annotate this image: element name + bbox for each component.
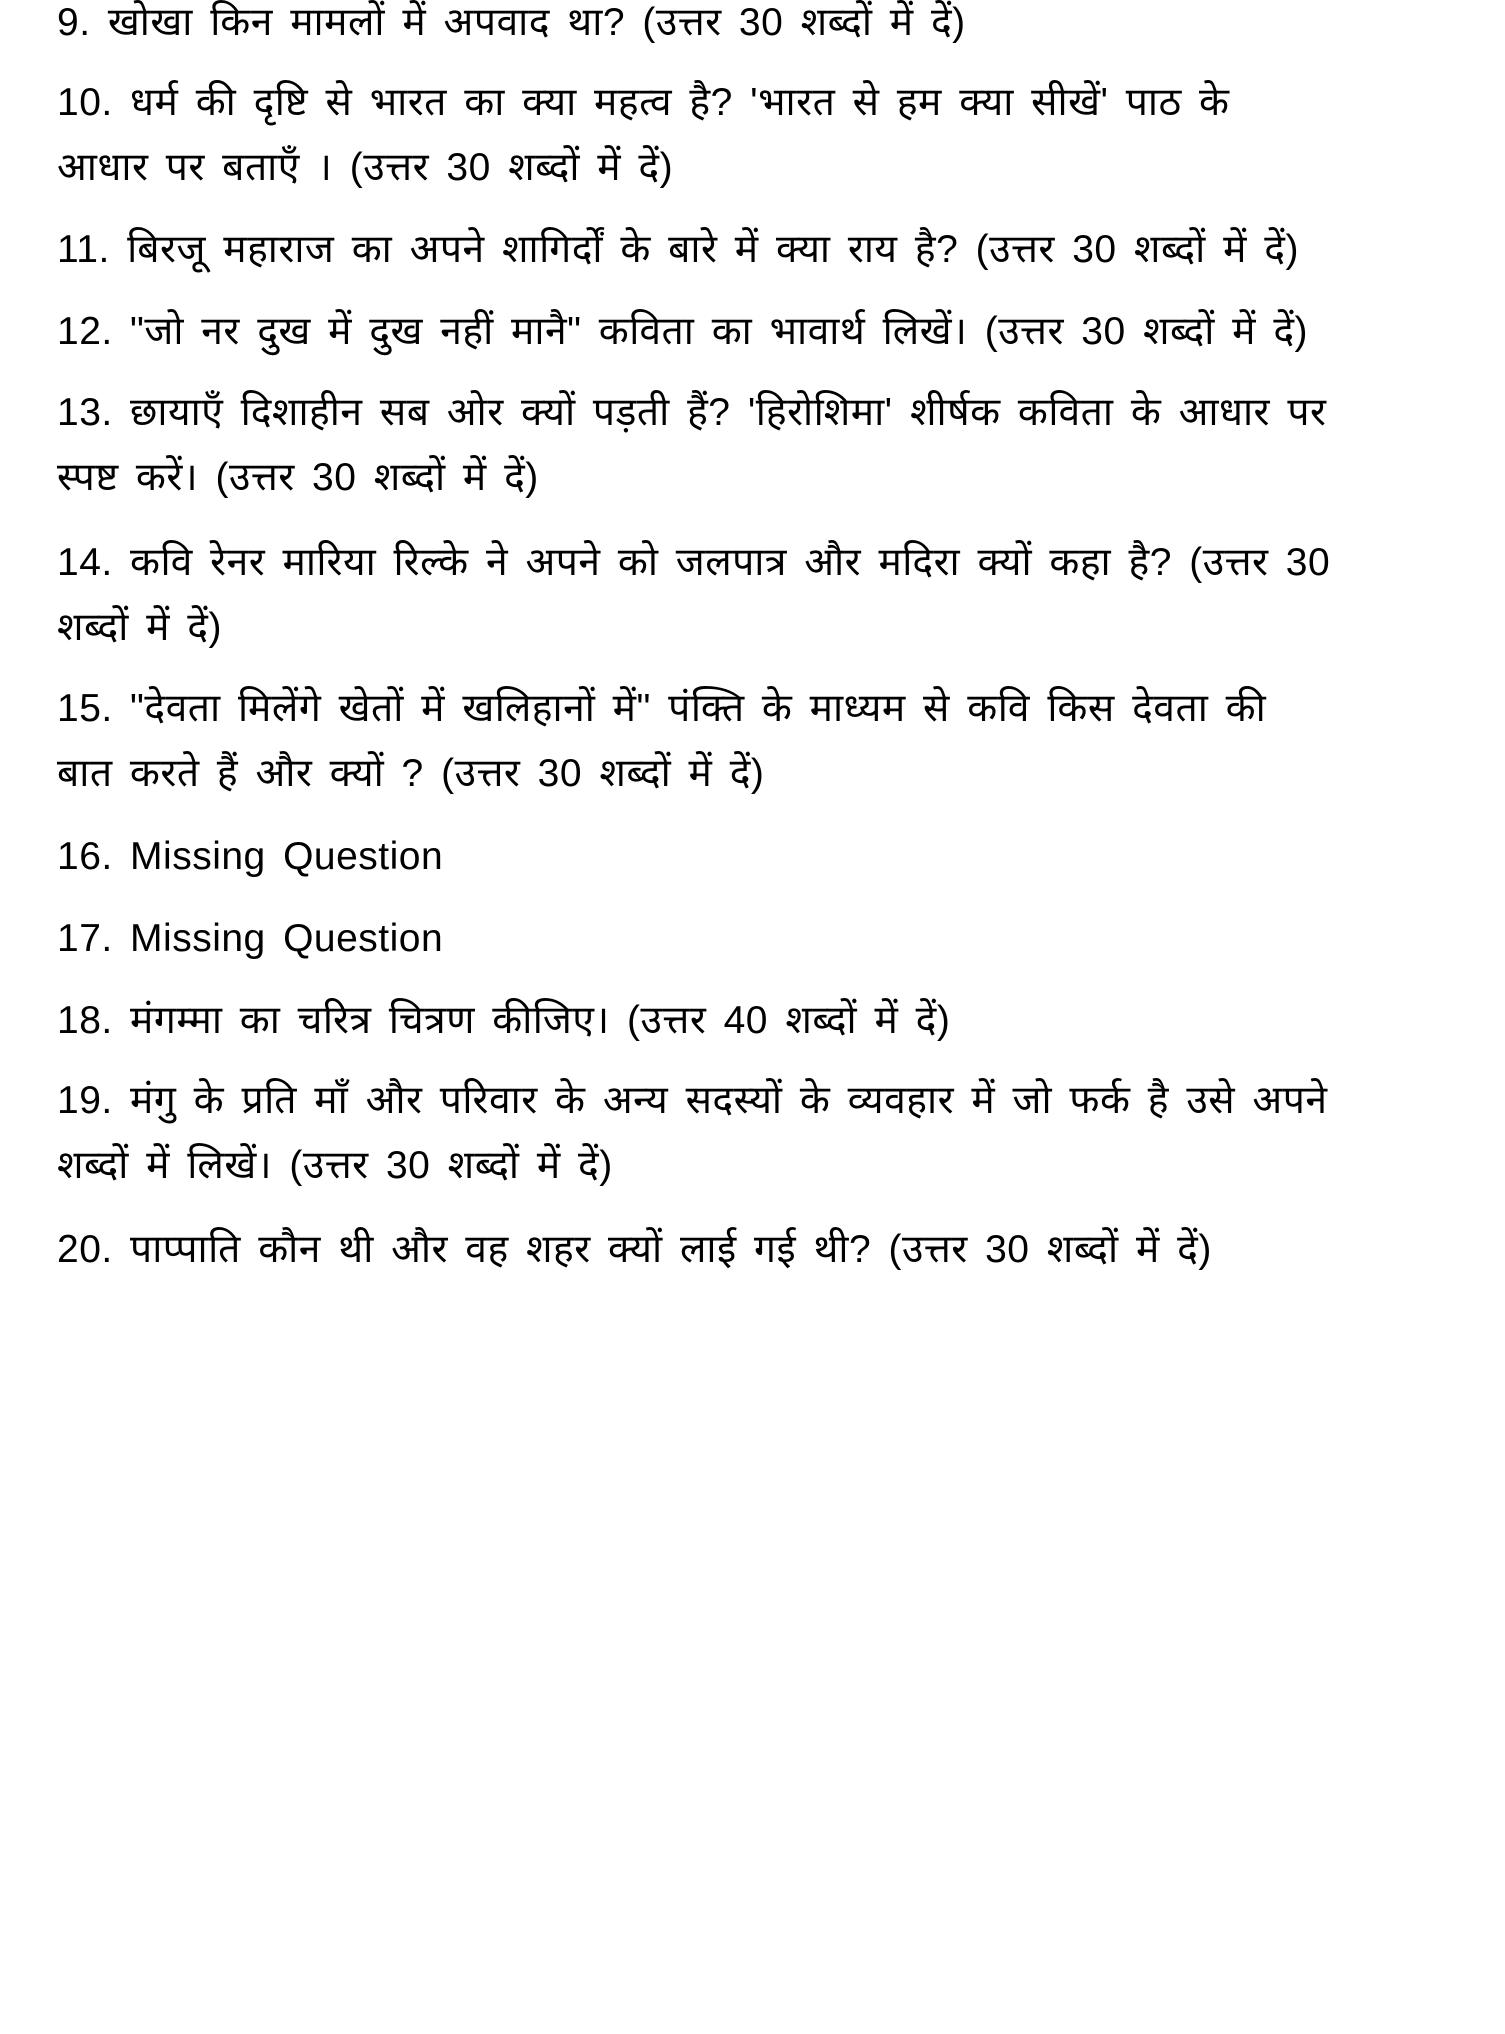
question-18 [57,988,1457,1053]
question-17-line-1: 17. Missing Question [57,917,444,960]
question-14-line-2: शब्दों में दें) [57,606,223,649]
question-15-line-1: 15. "देवता मिलेंगे खेतों में खलिहानों में" पंक्ति के माध्यम से कवि किस देवता की [57,687,1267,730]
question-17 [57,906,1457,971]
question-14-line-1: 14. कवि रेनर मारिया रिल्के ने अपने को जलपात्र और मदिरा क्यों कहा है? (उत्तर 30 [57,541,1331,584]
question-9 [57,0,1457,55]
question-13-line-1: 13. छायाएँ दिशाहीन सब ओर क्यों पड़ती हैं? 'हिरोशिमा' शीर्षक कविता के आधार पर [57,391,1327,434]
question-11-line-1: 11. बिरजू महाराज का अपने शागिर्दों के बारे में क्या राय है? (उत्तर 30 शब्दों में दें) [57,228,1299,271]
question-18-line-1: 18. मंगम्मा का चरित्र चित्रण कीजिए। (उत्तर 40 शब्दों में दें) [57,999,951,1042]
question-19-line-1: 19. मंगु के प्रति माँ और परिवार के अन्य सदस्यों के व्यवहार में जो फर्क है उसे अपने [57,1079,1328,1122]
question-9-line-1: 9. खोखा किन मामलों में अपवाद था? (उत्तर 30 शब्दों में दें) [57,1,966,44]
question-12 [57,299,1457,364]
question-16 [57,824,1457,889]
question-19 [57,1068,1457,1198]
question-14 [57,530,1457,660]
question-20 [57,1217,1457,1282]
question-16-line-1: 16. Missing Question [57,835,444,878]
question-20-line-1: 20. पाप्पाति कौन थी और वह शहर क्यों लाई गई थी? (उत्तर 30 शब्दों में दें) [57,1228,1212,1271]
question-13 [57,380,1457,510]
question-15-line-2: बात करते हैं और क्यों ? (उत्तर 30 शब्दों में दें) [57,752,765,795]
question-10-line-1: 10. धर्म की दृष्टि से भारत का क्या महत्व है? 'भारत से हम क्या सीखें' पाठ के [57,81,1230,124]
question-10-line-2: आधार पर बताएँ । (उत्तर 30 शब्दों में दें) [57,146,674,189]
question-12-line-1: 12. "जो नर दुख में दुख नहीं मानै" कविता का भावार्थ लिखें। (उत्तर 30 शब्दों में दें) [57,310,1309,353]
question-11 [57,217,1457,282]
question-19-line-2: शब्दों में लिखें। (उत्तर 30 शब्दों में दें) [57,1144,613,1187]
question-10 [57,70,1457,200]
question-15 [57,676,1457,806]
question-13-line-2: स्पष्ट करें। (उत्तर 30 शब्दों में दें) [57,456,539,499]
